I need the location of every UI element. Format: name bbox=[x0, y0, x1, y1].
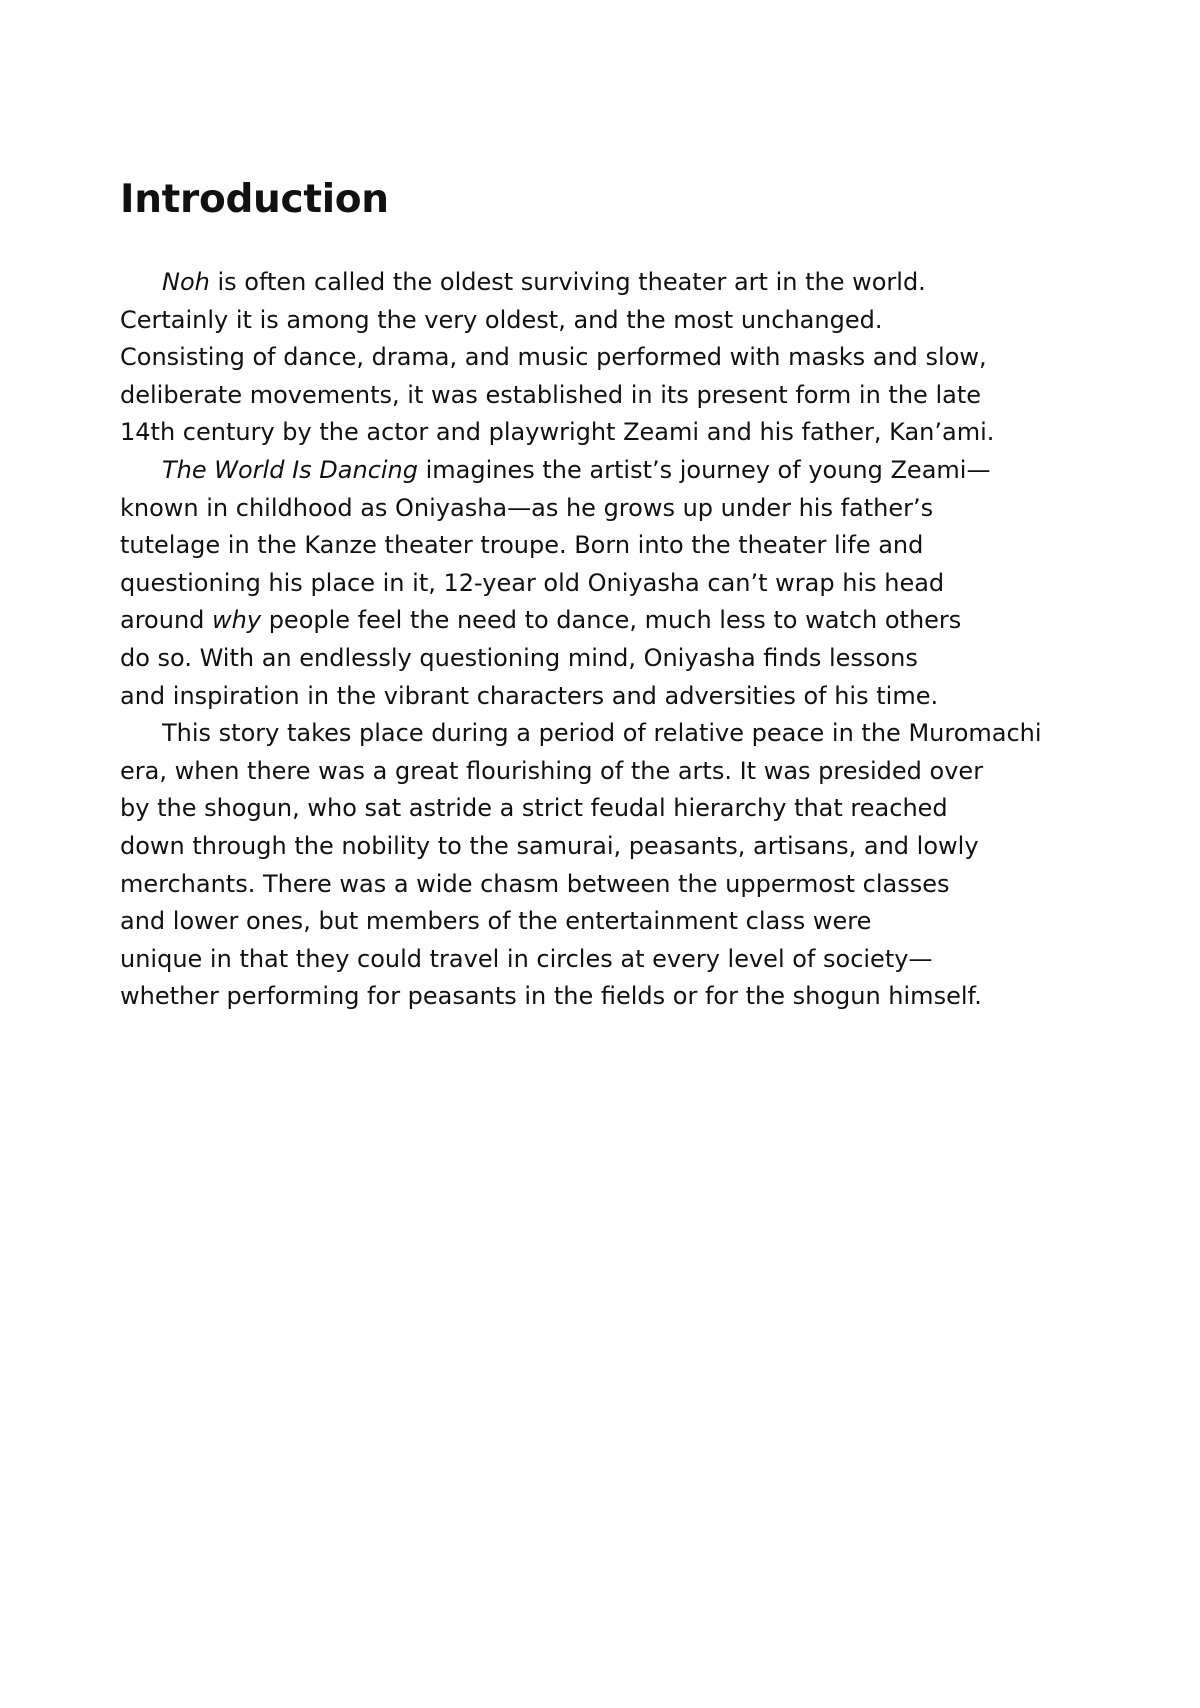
line-text: imagines the artist’s journey of young Zeami— bbox=[418, 455, 991, 484]
text-line: do so. With an endlessly questioning mind, Oniyasha finds lessons bbox=[120, 643, 918, 672]
paragraph bbox=[120, 452, 1120, 715]
line-text: is often called the oldest surviving theater art in the world. bbox=[209, 268, 926, 296]
text-line: by the shogun, who sat astride a strict feudal hierarchy that reached bbox=[120, 794, 948, 823]
text-line: questioning his place in it, 12-year old Oniyasha can’t wrap his head bbox=[120, 568, 945, 597]
body-text bbox=[120, 264, 1120, 1016]
text-line: unique in that they could travel in circles at every level of society— bbox=[120, 944, 933, 973]
text-line: deliberate movements, it was established in its present form in the late bbox=[120, 380, 981, 409]
text-line bbox=[120, 264, 1120, 302]
italic-term: Noh bbox=[162, 268, 210, 296]
paragraph bbox=[120, 264, 1120, 452]
line-text: around bbox=[120, 606, 213, 635]
italic-title: The World Is Dancing bbox=[162, 455, 418, 484]
text-line bbox=[120, 452, 1120, 490]
text-line: Certainly it is among the very oldest, and the most unchanged. bbox=[120, 305, 883, 334]
text-line: merchants. There was a wide chasm between the uppermost classes bbox=[120, 869, 950, 898]
text-line: This story takes place during a period of relative peace in the Muromachi bbox=[162, 719, 1042, 748]
text-line: whether performing for peasants in the fields or for the shogun himself. bbox=[120, 982, 982, 1011]
text-line: era, when there was a great flourishing of the arts. It was presided over bbox=[120, 756, 984, 785]
text-line: Consisting of dance, drama, and music performed with masks and slow, bbox=[120, 343, 987, 372]
text-line: 14th century by the actor and playwright Zeami and his father, Kan’ami. bbox=[120, 418, 995, 447]
text-line: and lower ones, but members of the entertainment class were bbox=[120, 907, 872, 936]
line-text: people feel the need to dance, much less to watch others bbox=[261, 606, 962, 635]
text-line: tutelage in the Kanze theater troupe. Born into the theater life and bbox=[120, 531, 924, 560]
text-line: and inspiration in the vibrant characters and adversities of his time. bbox=[120, 681, 939, 710]
italic-word: why bbox=[212, 606, 262, 635]
page-heading: Introduction bbox=[120, 177, 389, 222]
text-line: down through the nobility to the samurai, peasants, artisans, and lowly bbox=[120, 831, 979, 860]
paragraph bbox=[120, 715, 1120, 1016]
text-line bbox=[120, 602, 1120, 640]
text-line: known in childhood as Oniyasha—as he grows up under his father’s bbox=[120, 493, 934, 522]
